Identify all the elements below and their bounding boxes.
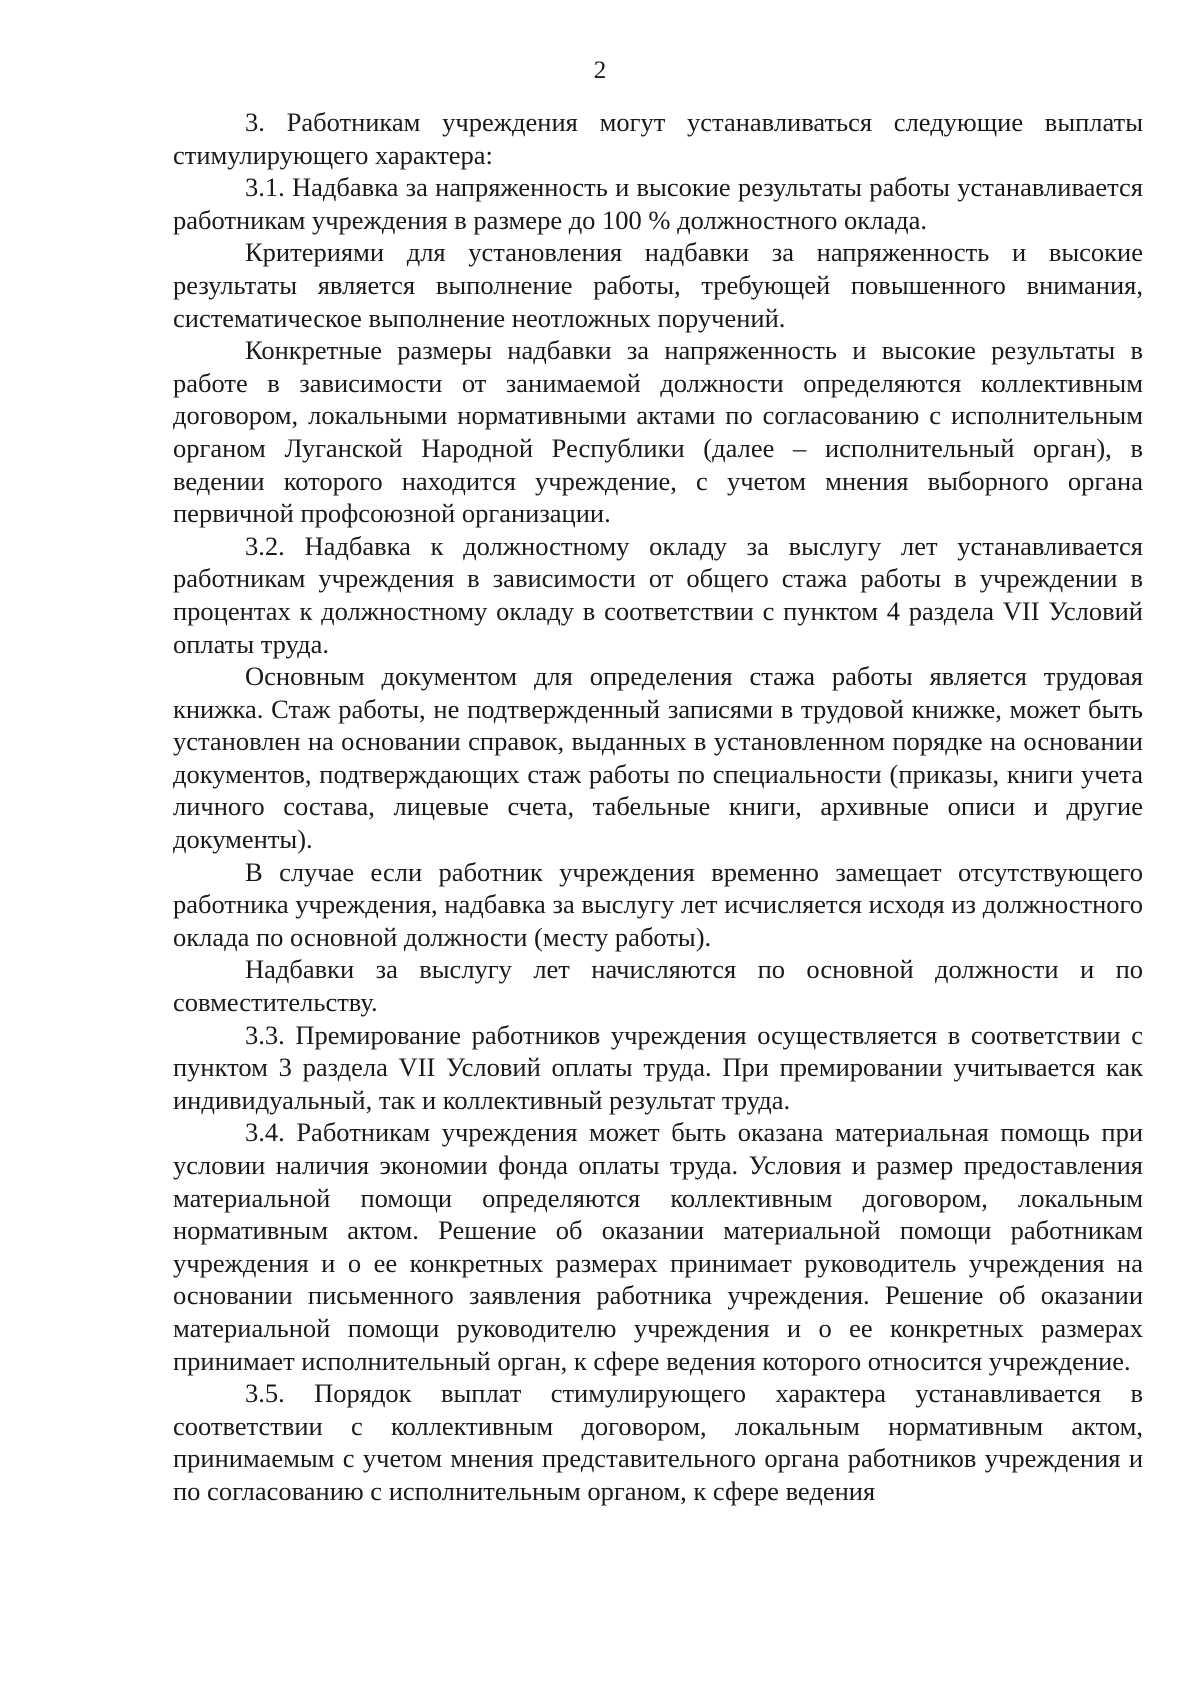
paragraph-3-2-document: Основным документом для определения стажа работы является трудовая книжка. Стаж работы, не подтвержденный записями в трудовой книжке, может быть установлен на основании справок, выданных в установленном порядке на основании документов, подтверждающих стаж работы по специальности (приказы, книги учета личного состава, лицевые счета, табельные книги, архивные описи и другие документы). (173, 661, 1143, 855)
paragraph-3-2: 3.2. Надбавка к должностному окладу за выслугу лет устанавливается работникам учреждения в зависимости от общего стажа работы в учреждении в процентах к должностному окладу в соответствии с пунктом 4 раздела VII Условий оплаты труда. (173, 530, 1143, 659)
paragraph-3-2-temporary: В случае если работник учреждения временно замещает отсутствующего работника учреждения, надбавка за выслугу лет исчисляется исходя из должностного оклада по основной должности (месту работы). (173, 856, 1143, 952)
paragraph-3-1: 3.1. Надбавка за напряженность и высокие результаты работы устанавливается работникам учреждения в размере до 100 % должностного оклада. (173, 172, 1143, 235)
paragraph-3: 3. Работникам учреждения могут устанавливаться следующие выплаты стимулирующего характера: (173, 107, 1143, 170)
paragraph-3-1-criteria: Критериями для установления надбавки за напряженность и высокие результаты является выполнение работы, требующей повышенного внимания, систематическое выполнение неотложных поручений. (173, 237, 1143, 333)
paragraph-3-5: 3.5. Порядок выплат стимулирующего характера устанавливается в соответствии с коллективным договором, локальным нормативным актом, принимаемым с учетом мнения представительного органа работников учреждения и по согласованию с исполнительным органом, к сфере ведения (173, 1378, 1143, 1506)
paragraph-3-4: 3.4. Работникам учреждения может быть оказана материальная помощь при условии наличия экономии фонда оплаты труда. Условия и размер предоставления материальной помощи определяются коллективным договором, локальным нормативным актом. Решение об оказании материальной помощи работникам учреждения и о ее конкретных размерах принимает руководитель учреждения на основании письменного заявления работника учреждения. Решение об оказании материальной помощи руководителю учреждения и о ее конкретных размерах принимает исполнительный орган, к сфере ведения которого относится учреждение. (173, 1117, 1143, 1376)
document-body (173, 106, 1143, 1508)
paragraph-3-2-accrual: Надбавки за выслугу лет начисляются по основной должности и по совместительству. (173, 954, 1143, 1018)
paragraph-3-1-amounts: Конкретные размеры надбавки за напряженность и высокие результаты в работе в зависимости от занимаемой должности определяются коллективным договором, локальными нормативными актами по согласованию с исполнительным органом Луганской Народной Республики (далее – исполнительный орган), в ведении которого находится учреждение, с учетом мнения выборного органа первичной профсоюзной организации. (173, 335, 1143, 529)
paragraph-3-3: 3.3. Премирование работников учреждения осуществляется в соответствии с пунктом 3 раздела VII Условий оплаты труда. При премировании учитывается как индивидуальный, так и коллективный результат труда. (173, 1019, 1143, 1115)
page-number: 2 (593, 57, 607, 84)
